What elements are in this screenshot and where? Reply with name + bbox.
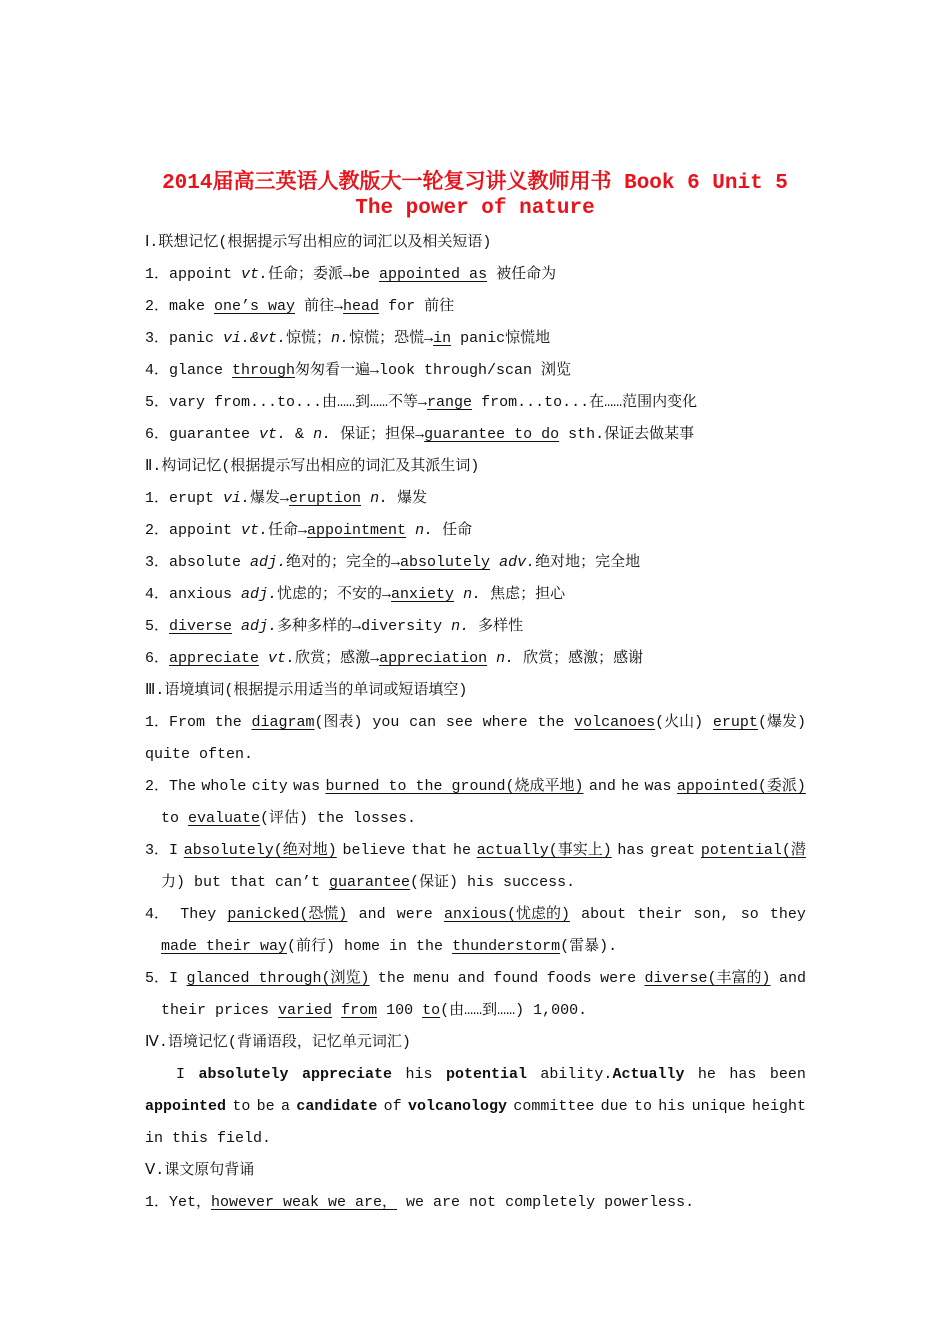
- s3-q3-line2: [161, 873, 575, 893]
- s1-item-6: [145, 425, 694, 445]
- word: be: [256, 1098, 275, 1115]
- word: they: [769, 906, 806, 923]
- item-text: (由……到……) 1,000.: [440, 1002, 588, 1019]
- item-text: 1．appoint: [145, 266, 242, 283]
- word: and: [778, 970, 806, 987]
- word: been: [769, 1066, 806, 1083]
- word: and: [358, 906, 386, 923]
- pos-tag: vi.: [223, 490, 251, 507]
- answer: however weak we are，: [211, 1194, 398, 1211]
- document-subtitle: The power of nature: [355, 197, 595, 220]
- pos-tag: n.: [331, 330, 350, 347]
- item-text: (评估) the losses.: [260, 810, 417, 827]
- word: They: [180, 906, 217, 923]
- s1-item-3: [145, 329, 550, 349]
- s1-item-2: [145, 297, 454, 317]
- item-text: 保证；担保→: [331, 426, 425, 443]
- answer: volcanoes: [574, 714, 656, 731]
- s2-item-6: [145, 649, 643, 669]
- item-text: 多种多样的→diversity: [277, 618, 452, 635]
- item-text: 欣赏；感激；感谢: [514, 650, 644, 667]
- s2-item-5: [145, 617, 523, 637]
- word: 5．I: [145, 970, 179, 987]
- pos-tag: n.: [451, 618, 470, 635]
- word: so: [740, 906, 759, 923]
- word: foods: [546, 970, 592, 987]
- item-text: 任命: [433, 522, 473, 539]
- answer: erupt: [712, 714, 758, 731]
- item-text: 1．erupt: [145, 490, 224, 507]
- word: you: [372, 714, 400, 731]
- item-text: (前行) home in the: [287, 938, 453, 955]
- s3-q3-line1: [145, 841, 806, 861]
- answer: diverse: [169, 618, 233, 635]
- s3-q5-line1: [145, 969, 806, 989]
- s3-q2-line2: [161, 809, 416, 829]
- pos-tag: n.: [463, 586, 482, 603]
- keyword: appointed: [145, 1098, 227, 1115]
- answer: appointed as: [379, 266, 488, 283]
- pos-tag: n.: [313, 426, 332, 443]
- answer: made their way: [161, 938, 288, 955]
- keyword: absolutely: [198, 1066, 289, 1083]
- word: was: [644, 778, 672, 795]
- word: height: [751, 1098, 806, 1115]
- item-text: 5．vary from...to...由……到……不等→: [145, 394, 428, 411]
- word: has: [729, 1066, 757, 1083]
- pos-tag: vt.: [241, 522, 269, 539]
- item-text: 惊慌；恐慌→: [349, 330, 434, 347]
- s2-item-3: [145, 553, 640, 573]
- answer: varied: [278, 1002, 333, 1019]
- item-text: [490, 554, 499, 571]
- s2-item-1: [145, 489, 427, 509]
- s3-q1-line1: [145, 713, 806, 733]
- word: has: [617, 842, 645, 859]
- pos-tag: adj.: [241, 586, 278, 603]
- item-text: for 前往: [379, 298, 455, 315]
- keyword: appreciate: [301, 1066, 392, 1083]
- word: the: [214, 714, 242, 731]
- word: to: [232, 1098, 251, 1115]
- item-text: 2．make: [145, 298, 215, 315]
- word: that: [411, 842, 448, 859]
- item-text: &: [286, 426, 314, 443]
- word: city: [251, 778, 288, 795]
- answer: burned to the ground(烧成平地): [325, 778, 584, 795]
- word: to: [633, 1098, 652, 1115]
- answer: absolutely: [400, 554, 491, 571]
- item-text: 焦虑；担心: [481, 586, 566, 603]
- item-text: [487, 650, 496, 667]
- word: committee: [513, 1098, 595, 1115]
- word: about: [581, 906, 627, 923]
- word: their: [637, 906, 683, 923]
- pos-tag: n.: [370, 490, 389, 507]
- answer: appointed(委派): [676, 778, 806, 795]
- item-text: 匆匆看一遍→look through/scan 浏览: [295, 362, 572, 379]
- s2-item-4: [145, 585, 565, 605]
- item-text: 6．: [145, 650, 170, 667]
- item-text: 欣赏；感激→: [295, 650, 380, 667]
- word: he: [697, 1066, 716, 1083]
- item-text: 爆发: [388, 490, 428, 507]
- word: 1．From: [145, 714, 206, 731]
- item-text: panic惊慌地: [451, 330, 551, 347]
- item-text: [361, 490, 370, 507]
- item-text: [406, 522, 415, 539]
- item-text: [259, 650, 268, 667]
- answer: one’s way: [214, 298, 296, 315]
- answer: diagram: [251, 714, 315, 731]
- answer: eruption: [289, 490, 362, 507]
- item-text: 任命；委派→be: [268, 266, 380, 283]
- item-text: 力) but that can’t: [161, 874, 330, 891]
- item-text: 前往→: [295, 298, 344, 315]
- word: his: [405, 1066, 433, 1083]
- section-1-heading: Ⅰ.联想记忆(根据提示写出相应的词汇以及相关短语): [145, 234, 492, 251]
- answer: actually(事实上): [476, 842, 612, 859]
- answer: head: [343, 298, 380, 315]
- item-text: 3．absolute: [145, 554, 251, 571]
- item-text: 1．Yet，: [145, 1194, 212, 1211]
- word: 4．: [145, 906, 170, 923]
- answer: potential(潜: [700, 842, 806, 859]
- answer: appreciate: [169, 650, 260, 667]
- item-text: 绝对地；完全地: [535, 554, 641, 571]
- section-2-heading: Ⅱ.构词记忆(根据提示写出相应的词汇及其派生词): [145, 458, 480, 475]
- word: great: [650, 842, 696, 859]
- keyword: potential: [445, 1066, 527, 1083]
- word: whole: [201, 778, 247, 795]
- word: of: [383, 1098, 402, 1115]
- pos-tag: adj.: [250, 554, 287, 571]
- word: a: [280, 1098, 290, 1115]
- item-text: 5．: [145, 618, 170, 635]
- keyword: volcanology: [407, 1098, 507, 1115]
- answer: anxiety: [391, 586, 455, 603]
- word: ability.Actually: [540, 1066, 685, 1083]
- pos-tag: n.: [496, 650, 515, 667]
- answer: thunderstorm: [452, 938, 561, 955]
- item-text: sth.保证去做某事: [559, 426, 695, 443]
- item-text: (雷暴).: [560, 938, 618, 955]
- word: unique: [691, 1098, 746, 1115]
- s3-q2-line1: [145, 777, 806, 797]
- item-text: (保证) his success.: [410, 874, 576, 891]
- s1-item-5: [145, 393, 697, 413]
- s5-item-1: [145, 1193, 694, 1213]
- word: 2．The: [145, 778, 197, 795]
- word: he: [621, 778, 640, 795]
- answer: anxious(忧虑的): [443, 906, 570, 923]
- document-title: 2014届高三英语人教版大一轮复习讲义教师用书 Book 6 Unit 5: [162, 172, 788, 195]
- answer: to: [422, 1002, 441, 1019]
- word: was: [293, 778, 321, 795]
- item-text: 任命→: [268, 522, 308, 539]
- word: son,: [693, 906, 730, 923]
- word: diagram(图表): [251, 714, 363, 731]
- s1-item-4: [145, 361, 571, 381]
- item-text: 4．glance: [145, 362, 233, 379]
- s1-item-1: [145, 265, 556, 285]
- item-text: 多样性: [469, 618, 524, 635]
- pos-tag: vt.: [241, 266, 269, 283]
- answer: appointment: [307, 522, 407, 539]
- word: were: [600, 970, 637, 987]
- pos-tag: adj.: [241, 618, 278, 635]
- answer: panicked(恐慌): [227, 906, 348, 923]
- item-text: 6．guarantee: [145, 426, 260, 443]
- word: due: [600, 1098, 628, 1115]
- s3-q5-line2: [161, 1001, 587, 1021]
- answer: absolutely(绝对地): [183, 842, 337, 859]
- item-text: [232, 618, 241, 635]
- item-text: [454, 586, 463, 603]
- item-text: 2．appoint: [145, 522, 242, 539]
- item-text: to: [161, 810, 189, 827]
- section-3-heading: Ⅲ.语境填词(根据提示用适当的单词或短语填空): [145, 682, 468, 699]
- word: see: [445, 714, 473, 731]
- item-text: 被任命为: [487, 266, 557, 283]
- item-text: 忧虑的；不安的→: [277, 586, 392, 603]
- item-text: [332, 1002, 341, 1019]
- s2-item-2: [145, 521, 472, 541]
- answer: diverse(丰富的): [644, 970, 771, 987]
- s4-para-line2: [145, 1097, 806, 1117]
- pos-tag: adv.: [499, 554, 536, 571]
- s4-para-line3: in this field.: [145, 1130, 272, 1147]
- word: his: [658, 1098, 686, 1115]
- word: the: [537, 714, 565, 731]
- word: where: [482, 714, 528, 731]
- answer: glanced through(浏览): [186, 970, 370, 987]
- word: menu: [413, 970, 450, 987]
- answer: appreciation: [379, 650, 488, 667]
- item-text: we are not completely powerless.: [397, 1194, 695, 1211]
- pos-tag: vt.: [268, 650, 296, 667]
- word: volcanoes(火山): [574, 714, 704, 731]
- word: can: [409, 714, 437, 731]
- section-4-heading: Ⅳ.语境记忆(背诵语段，记忆单元词汇): [145, 1034, 411, 1051]
- section-5-heading: Ⅴ.课文原句背诵: [145, 1162, 255, 1179]
- answer: guarantee: [329, 874, 411, 891]
- s3-q4-line2: [161, 937, 617, 957]
- answer: range: [427, 394, 473, 411]
- word: and: [457, 970, 485, 987]
- s4-para-line1: [145, 1065, 806, 1085]
- word: believe: [342, 842, 406, 859]
- answer: through: [232, 362, 296, 379]
- item-text: their prices: [161, 1002, 279, 1019]
- item-text: 惊慌；: [286, 330, 332, 347]
- word: he: [452, 842, 471, 859]
- answer: in: [433, 330, 452, 347]
- word: and: [588, 778, 616, 795]
- item-text: 绝对的；完全的→: [286, 554, 401, 571]
- word: were: [396, 906, 433, 923]
- pos-tag: vt.: [259, 426, 287, 443]
- word: found: [493, 970, 539, 987]
- answer: evaluate: [188, 810, 261, 827]
- word: 3．I: [145, 842, 179, 859]
- item-text: from...to...在……范围内变化: [472, 394, 698, 411]
- s3-q1-line2: quite often.: [145, 746, 254, 763]
- word: I: [176, 1066, 186, 1083]
- pos-tag: n.: [415, 522, 434, 539]
- s3-q4-line1: [145, 905, 806, 925]
- keyword: candidate: [296, 1098, 378, 1115]
- pos-tag: vi.&vt.: [223, 330, 287, 347]
- answer: from: [341, 1002, 378, 1019]
- word: the: [377, 970, 405, 987]
- item-text: 4．anxious: [145, 586, 242, 603]
- word: erupt(爆发): [712, 714, 806, 731]
- item-text: 3．panic: [145, 330, 224, 347]
- answer: guarantee to do: [424, 426, 560, 443]
- item-text: 爆发→: [250, 490, 290, 507]
- item-text: 100: [377, 1002, 423, 1019]
